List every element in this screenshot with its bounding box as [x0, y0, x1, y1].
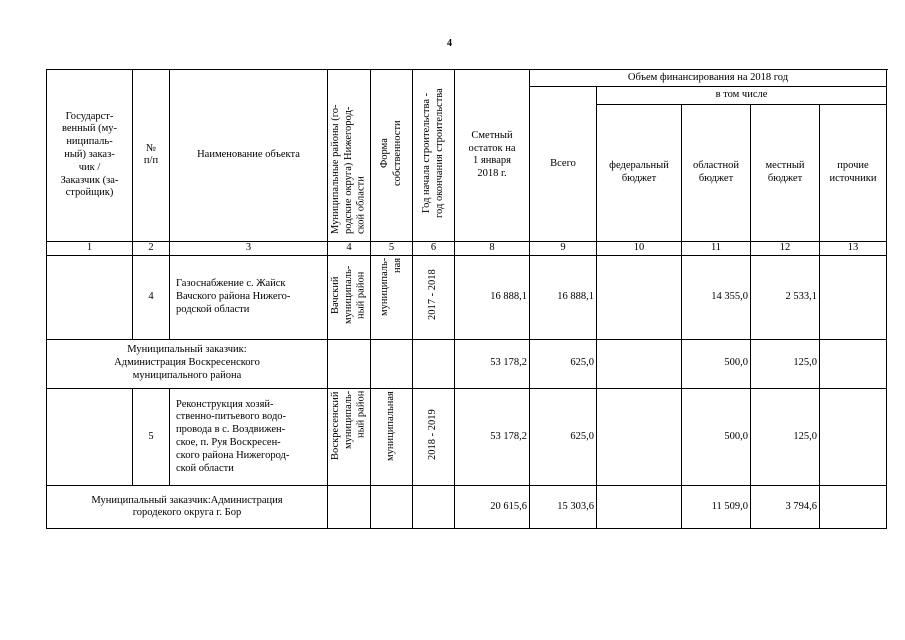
- ownership-cell: [371, 486, 413, 529]
- ownership-text: муниципальная: [385, 390, 397, 461]
- header-total: Всего: [530, 87, 597, 242]
- header-years-text: Год начала строительства - год окончания строительства: [420, 88, 445, 218]
- header-funding: Объем финансирования на 2018 год: [530, 70, 887, 87]
- remainder-value: 53 178,2: [455, 388, 530, 486]
- federal-value: [597, 486, 682, 529]
- column-number: 6: [413, 241, 455, 255]
- page-number: 4: [447, 38, 452, 49]
- customer-cell: [47, 388, 133, 486]
- regional-value: 500,0: [682, 388, 751, 486]
- federal-value: [597, 255, 682, 339]
- federal-value: [597, 339, 682, 388]
- column-number: 13: [820, 241, 887, 255]
- column-number: 1: [47, 241, 133, 255]
- total-value: 625,0: [530, 388, 597, 486]
- regional-value: 500,0: [682, 339, 751, 388]
- table-row: [47, 255, 887, 339]
- financing-table: [46, 69, 887, 529]
- column-number: 8: [455, 241, 530, 255]
- table-row: [47, 486, 887, 529]
- remainder-value: 16 888,1: [455, 255, 530, 339]
- header-object-name: Наименование объекта: [170, 70, 328, 242]
- regional-value: 14 355,0: [682, 255, 751, 339]
- total-value: 16 888,1: [530, 255, 597, 339]
- years-cell: [413, 339, 455, 388]
- column-number-row: [47, 241, 887, 255]
- object-name: Газоснабжение с. Жайск Вачского района Нижего- родской области: [170, 255, 328, 339]
- header-regional: областной бюджет: [682, 104, 751, 241]
- table-row: [47, 339, 887, 388]
- column-number: 11: [682, 241, 751, 255]
- years-cell: [413, 255, 455, 339]
- district-text: Вачский муниципаль- ный район: [329, 265, 367, 324]
- row-number: 5: [133, 388, 170, 486]
- column-number: 4: [328, 241, 371, 255]
- total-value: 625,0: [530, 339, 597, 388]
- other-value: [820, 255, 887, 339]
- header-district: [328, 70, 371, 242]
- remainder-value: 53 178,2: [455, 339, 530, 388]
- header-remainder: Сметный остаток на 1 января 2018 г.: [455, 70, 530, 242]
- other-value: [820, 486, 887, 529]
- years-cell: [413, 388, 455, 486]
- header-years: [413, 70, 455, 242]
- header-num: № п/п: [133, 70, 170, 242]
- district-cell: [328, 255, 371, 339]
- local-value: 125,0: [751, 388, 820, 486]
- remainder-value: 20 615,6: [455, 486, 530, 529]
- years-text: 2017 - 2018: [427, 269, 439, 321]
- customer-label: Муниципальный заказчик: Администрация Воскресенского муниципального района: [47, 339, 328, 388]
- column-number: 12: [751, 241, 820, 255]
- column-number: 10: [597, 241, 682, 255]
- district-cell: [328, 339, 371, 388]
- column-number: 5: [371, 241, 413, 255]
- table-row: [47, 388, 887, 486]
- customer-cell: [47, 255, 133, 339]
- column-number: 9: [530, 241, 597, 255]
- ownership-cell: [371, 255, 413, 339]
- ownership-cell: [371, 388, 413, 486]
- column-number: 3: [170, 241, 328, 255]
- years-cell: [413, 486, 455, 529]
- district-cell: [328, 388, 371, 486]
- column-number: 2: [133, 241, 170, 255]
- local-value: 2 533,1: [751, 255, 820, 339]
- header-including: в том числе: [597, 87, 887, 105]
- ownership-cell: [371, 339, 413, 388]
- district-cell: [328, 486, 371, 529]
- other-value: [820, 388, 887, 486]
- header-customer: Государст- венный (му- ниципаль- ный) заказ- чик / Заказчик (за- стройщик): [47, 70, 133, 242]
- other-value: [820, 339, 887, 388]
- total-value: 15 303,6: [530, 486, 597, 529]
- ownership-text: муниципаль- ная: [378, 257, 403, 317]
- district-text: Воскресенский муниципаль- ный район: [329, 390, 367, 460]
- header-district-text: Муниципальные районы (го- родские округа) Нижегород- ской области: [329, 104, 367, 234]
- local-value: 3 794,6: [751, 486, 820, 529]
- header-federal: федеральный бюджет: [597, 104, 682, 241]
- object-name: Реконструкция хозяй- ственно-питьевого водо- провода в с. Воздвижен- ское, п. Руя Воскресен- ского района Нижегород- ской области: [170, 388, 328, 486]
- header-other: прочие источники: [820, 104, 887, 241]
- header-local: местный бюджет: [751, 104, 820, 241]
- header-ownership: [371, 70, 413, 242]
- regional-value: 11 509,0: [682, 486, 751, 529]
- years-text: 2018 - 2019: [427, 409, 439, 460]
- header-ownership-text: Форма собственности: [378, 120, 403, 186]
- customer-label: Муниципальный заказчик:Администрация городекого округа г. Бор: [47, 486, 328, 529]
- local-value: 125,0: [751, 339, 820, 388]
- federal-value: [597, 388, 682, 486]
- row-number: 4: [133, 255, 170, 339]
